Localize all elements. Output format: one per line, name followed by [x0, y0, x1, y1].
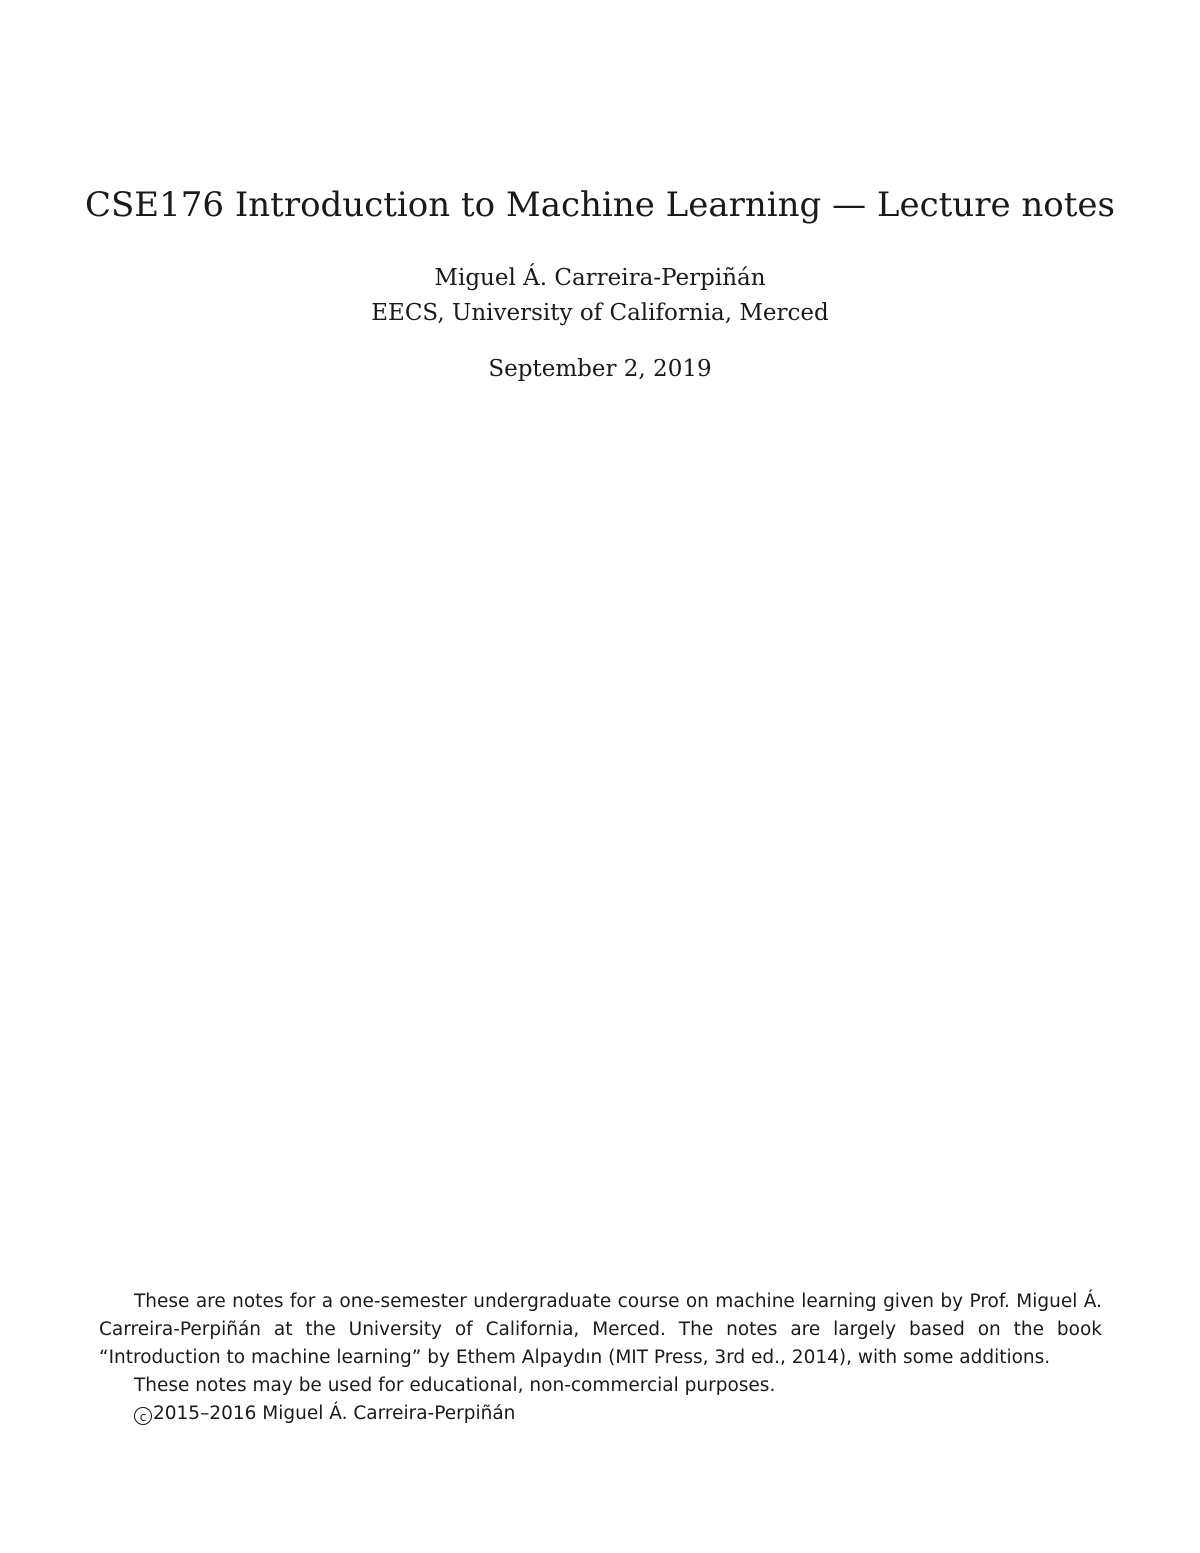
author-name: Miguel Á. Carreira-Perpiñán	[434, 265, 766, 291]
author-affiliation: EECS, University of California, Merced	[371, 300, 829, 326]
notes-block	[99, 1288, 1102, 1428]
notes-paragraph-description: These are notes for a one-semester undergraduate course on machine learning given by Prof. Miguel Á. Carreira-Perpiñán at the University of California, Merced. The notes are largely based on the book “Introduction to machine learning” by Ethem Alpaydın (MIT Press, 3rd ed., 2014), with some additions.	[99, 1291, 1102, 1368]
copyright-icon: c	[134, 1407, 152, 1425]
document-date: September 2, 2019	[488, 356, 712, 382]
notes-paragraph-usage: These notes may be used for educational, non-commercial purposes.	[134, 1375, 776, 1396]
copyright-text: 2015–2016 Miguel Á. Carreira-Perpiñán	[153, 1403, 516, 1424]
document-title: CSE176 Introduction to Machine Learning — Lecture notes	[85, 185, 1115, 225]
copyright-line	[99, 1400, 1102, 1428]
